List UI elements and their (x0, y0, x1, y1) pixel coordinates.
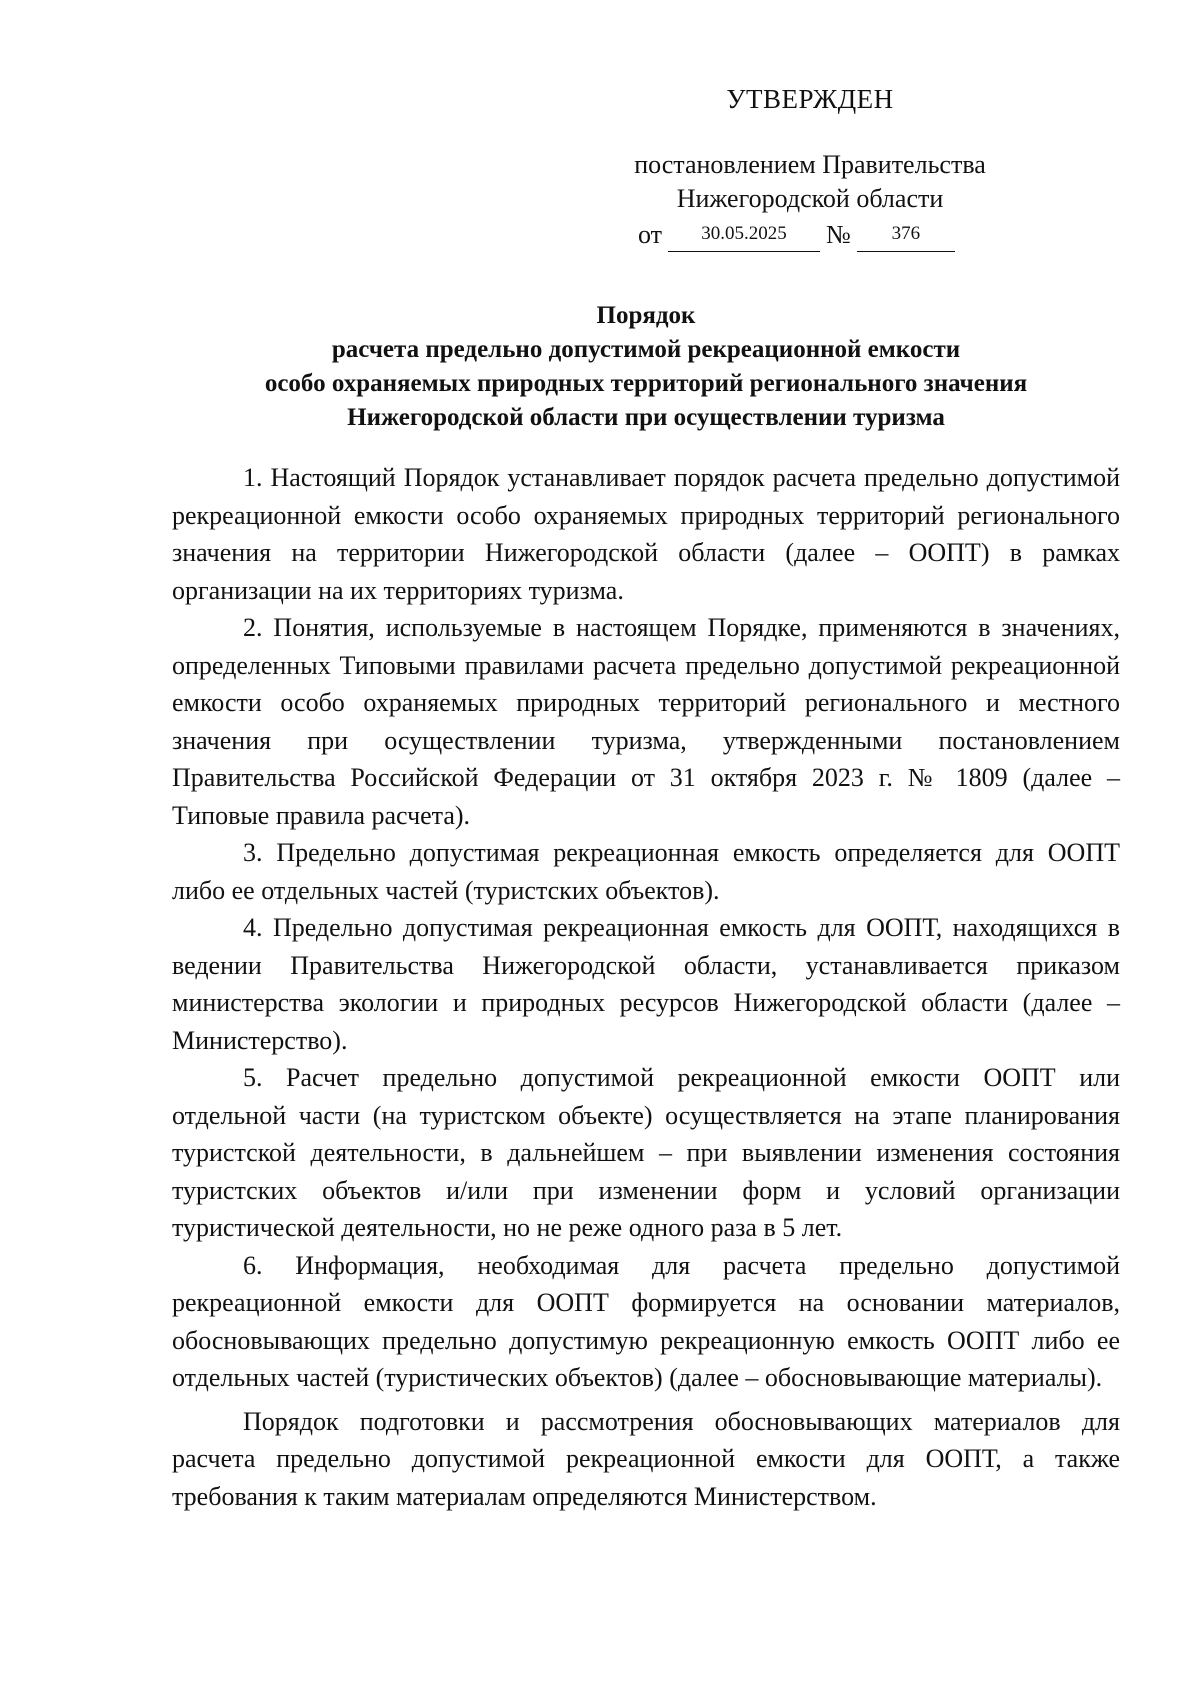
paragraph-6: 6. Информация, необходимая для расчета предельно допустимой рекреационной емкости для ООПТ формируется на основании материалов, обосновывающих предельно допустимую рекреационную емкость ООПТ либо ее отдельных частей (туристических объектов) (далее – обосновывающие материалы). (172, 1250, 1120, 1392)
approval-number-field (857, 222, 955, 252)
paragraph-1: 1. Настоящий Порядок устанавливает порядок расчета предельно допустимой рекреационной емкости особо охраняемых природных территорий регионального значения на территории Нижегородской области (далее – ООПТ) в рамках организации на их территориях туризма. (172, 463, 1120, 605)
document-body (172, 459, 1120, 1515)
title-line-2: расчета предельно допустимой рекреационной емкости (331, 336, 961, 363)
approval-line-2: Нижегородской области (676, 184, 944, 213)
title-line-4: Нижегородской области при осуществлении туризма (347, 404, 945, 431)
approval-date: 30.05.2025 (701, 223, 787, 244)
paragraph-4: 4. Предельно допустимая рекреационная емкость для ООПТ, находящихся в ведении Правительства Нижегородской области, устанавливается приказом министерства экологии и природных ресурсов Нижегородской области (далее – Министерство). (172, 913, 1120, 1055)
document-title (172, 299, 1120, 435)
paragraph-5: 5. Расчет предельно допустимой рекреационной емкости ООПТ или отдельной части (на туристском объекте) осуществляется на этапе планирования туристской деятельности, в дальнейшем – при выявлении изменения состояния туристских объектов и/или при изменении форм и условий организации туристической деятельности, но не реже одного раза в 5 лет. (172, 1063, 1120, 1242)
approval-number: 376 (891, 223, 921, 244)
title-line-3: особо охраняемых природных территорий регионального значения (264, 370, 1028, 397)
approval-line-1: постановлением Правительства (634, 150, 986, 179)
approval-reference-line (610, 218, 1010, 252)
approved-heading: УТВЕРЖДЕН (726, 84, 894, 114)
number-label: № (826, 220, 851, 249)
from-label: от (638, 220, 663, 249)
approval-date-field (668, 222, 820, 252)
paragraph-2: 2. Понятия, используемые в настоящем Порядке, применяются в значениях, определенных Типовыми правилами расчета предельно допустимой рекреационной емкости особо охраняемых природных территорий регионального и местного значения при осуществлении туризма, утвержденными постановлением Правительства Российской Федерации от 31 октября 2023 г. № 1809 (далее – Типовые правила расчета). (172, 613, 1120, 830)
approval-block (610, 82, 1010, 252)
paragraph-3: 3. Предельно допустимая рекреационная емкость определяется для ООПТ либо ее отдельных частей (туристских объектов). (172, 838, 1120, 905)
paragraph-7: Порядок подготовки и рассмотрения обосновывающих материалов для расчета предельно допустимой рекреационной емкости для ООПТ, а также требования к таким материалам определяются Министерством. (172, 1406, 1120, 1511)
title-line-1: Порядок (596, 302, 696, 329)
